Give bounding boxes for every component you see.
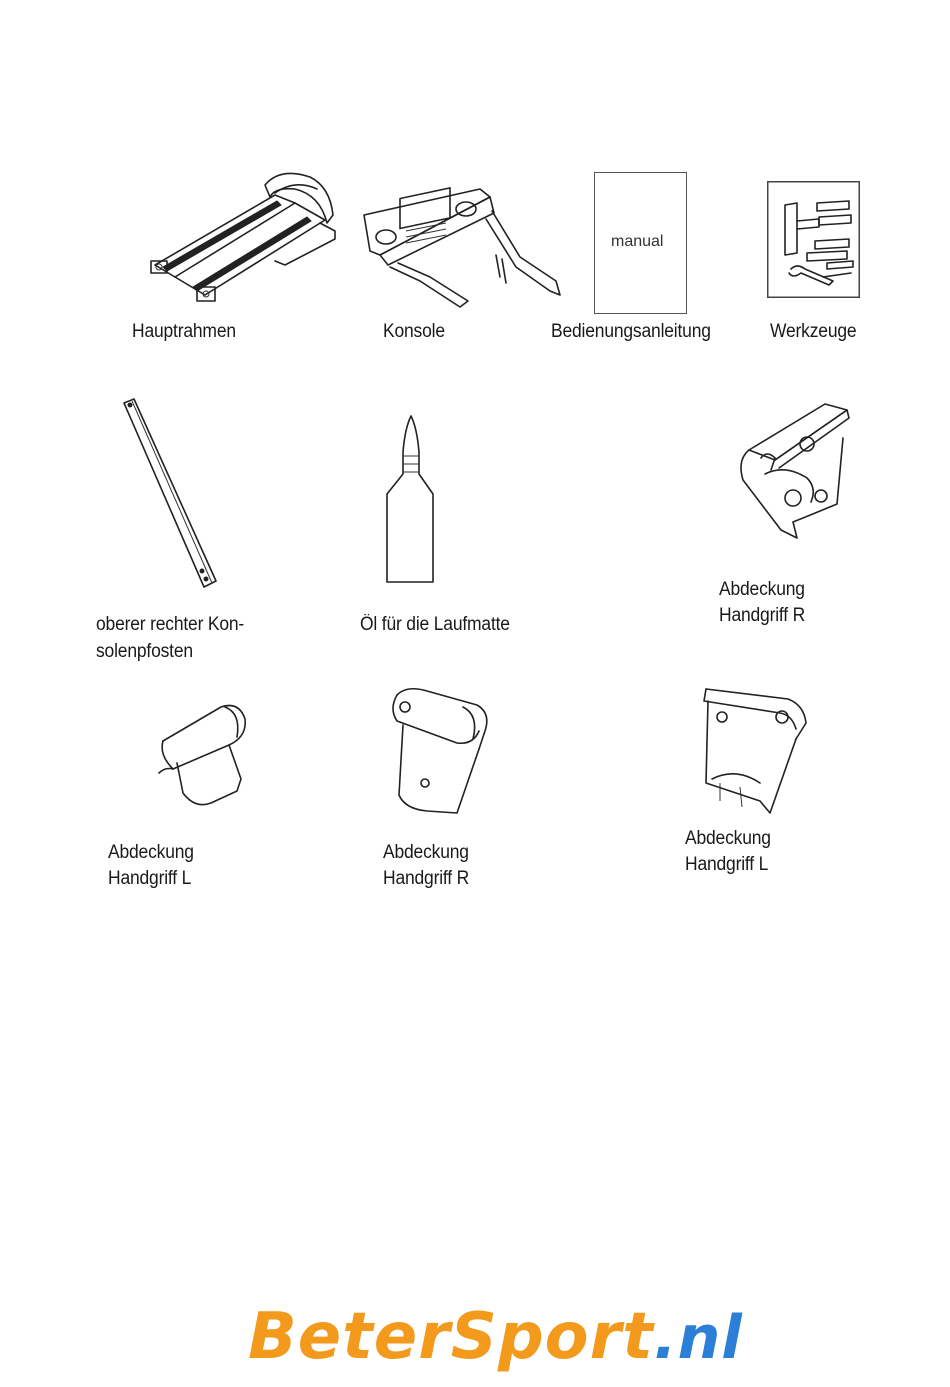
cover-handgrip-l-small-label-line1: Abdeckung — [108, 842, 194, 863]
cover-handgrip-r-top-image — [735, 398, 855, 543]
cover-handgrip-l-large-label-line1: Abdeckung — [685, 828, 771, 849]
cover-handgrip-l-large-image — [700, 683, 812, 818]
cover-handgrip-r-mid-label-line1: Abdeckung — [383, 842, 469, 863]
cover-handgrip-r-mid-image — [387, 685, 497, 817]
betersport-logo — [248, 1300, 743, 1374]
cover-handgrip-l-large-label-line2: Handgriff L — [685, 854, 769, 875]
cover-handgrip-r-top-label-line2: Handgriff R — [719, 605, 806, 626]
console-post-label-line1: oberer rechter Kon- — [96, 614, 245, 635]
manual-label: Bedienungsanleitung — [551, 321, 711, 342]
cover-handgrip-l-small-image — [155, 697, 255, 812]
oil-label: Öl für die Laufmatte — [360, 614, 510, 635]
console-post-image — [118, 395, 223, 595]
main-frame-label: Hauptrahmen — [132, 321, 236, 342]
tools-image — [767, 181, 860, 298]
manual-cover-text: manual — [611, 233, 664, 250]
logo-text-sport: Sport — [450, 1300, 654, 1374]
logo-text-nl: .nl — [653, 1303, 743, 1373]
cover-handgrip-r-mid-label-line2: Handgriff R — [383, 868, 470, 889]
tools-label: Werkzeuge — [770, 321, 857, 342]
console-label: Konsole — [383, 321, 445, 342]
logo-text-beter: Beter — [248, 1300, 451, 1374]
cover-handgrip-r-top-label-line1: Abdeckung — [719, 579, 805, 600]
cover-handgrip-l-small-label-line2: Handgriff L — [108, 868, 192, 889]
console-image — [360, 185, 570, 315]
oil-bottle-image — [383, 412, 439, 585]
console-post-label-line2: solenpfosten — [96, 641, 193, 662]
treadmill-main-frame-image — [145, 165, 340, 310]
